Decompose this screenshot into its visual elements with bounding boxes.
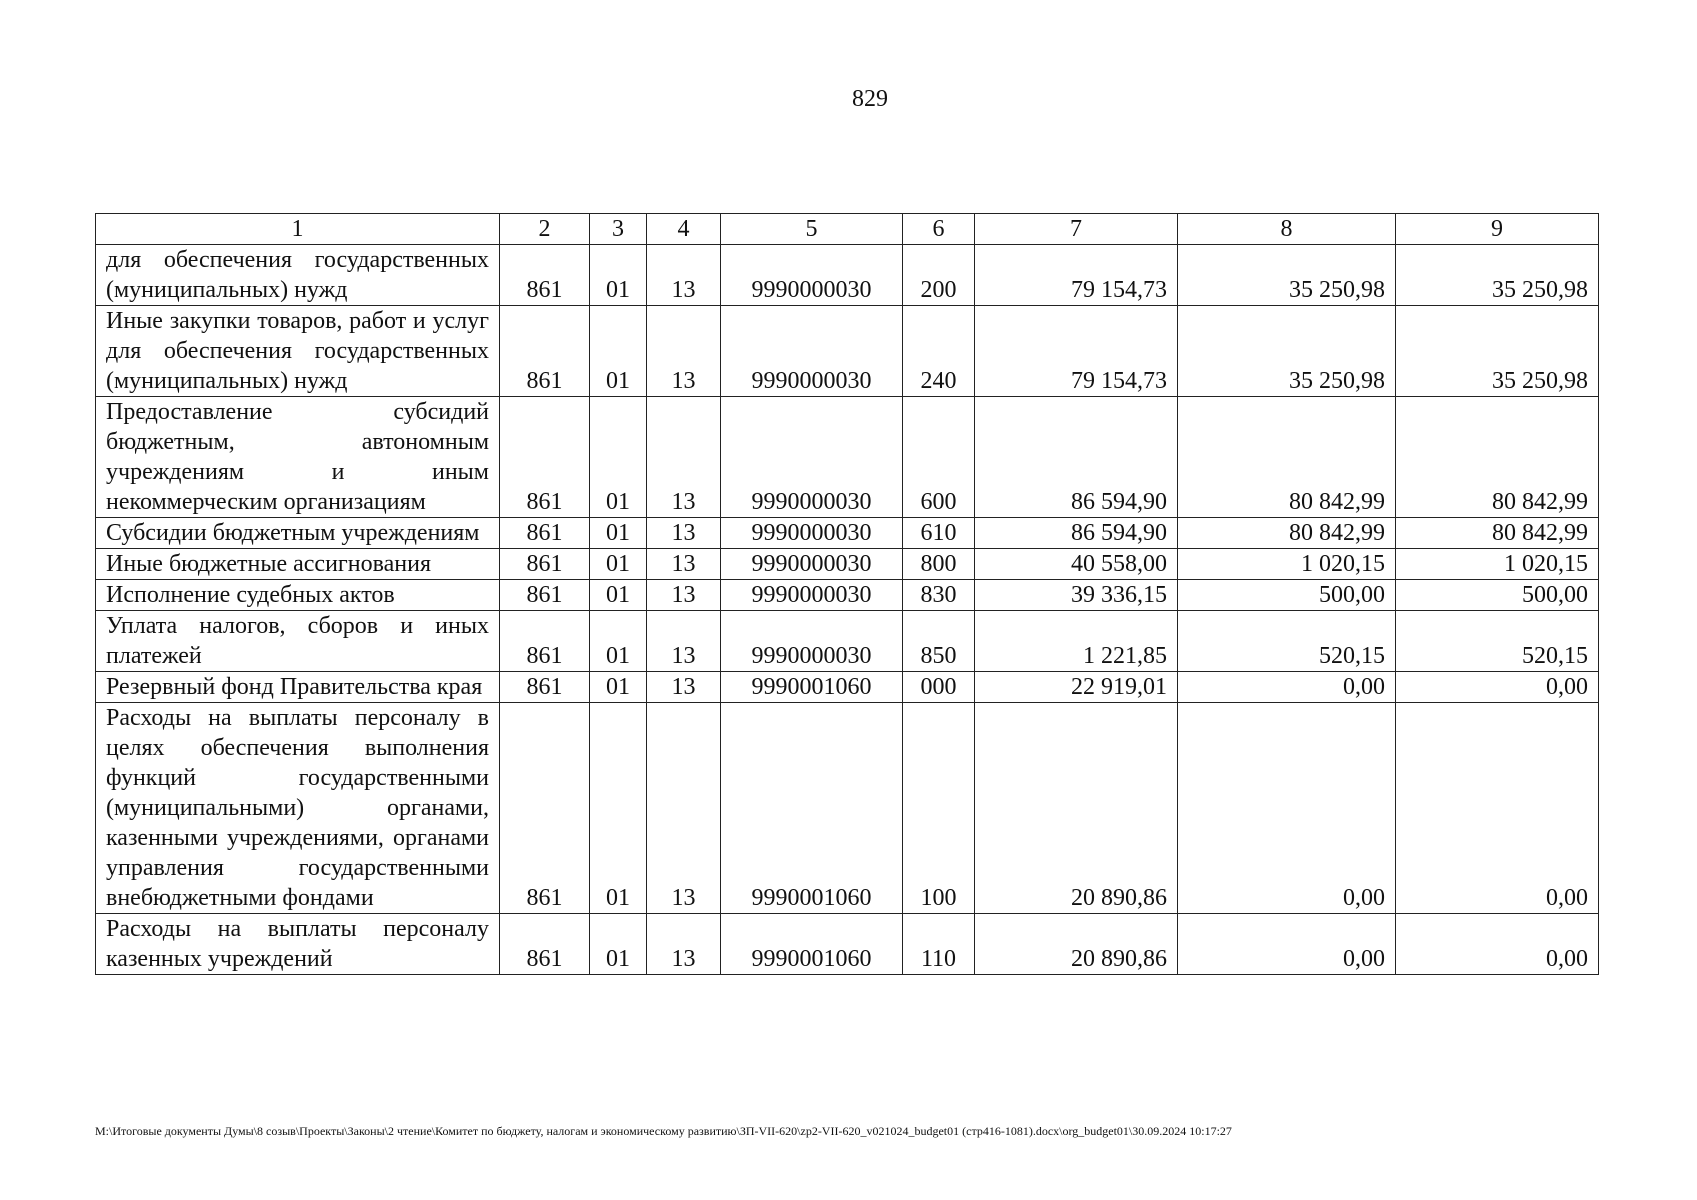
cell-amount: 86 594,90: [975, 397, 1178, 518]
cell-amount: 79 154,73: [975, 245, 1178, 306]
cell-amount: 80 842,99: [1396, 518, 1599, 549]
cell-expense-type: 830: [903, 580, 975, 611]
cell-section: 01: [590, 518, 647, 549]
cell-ministry-code: 861: [500, 703, 590, 914]
table-row: [96, 672, 1599, 703]
column-header: 9: [1396, 214, 1599, 245]
cell-section: 01: [590, 672, 647, 703]
column-header: 7: [975, 214, 1178, 245]
cell-subsection: 13: [647, 703, 721, 914]
cell-target-article: 9990001060: [721, 672, 903, 703]
cell-subsection: 13: [647, 397, 721, 518]
cell-amount: 79 154,73: [975, 306, 1178, 397]
cell-subsection: 13: [647, 549, 721, 580]
cell-target-article: 9990000030: [721, 518, 903, 549]
cell-subsection: 13: [647, 672, 721, 703]
cell-amount: 520,15: [1178, 611, 1396, 672]
cell-subsection: 13: [647, 306, 721, 397]
cell-expense-type: 000: [903, 672, 975, 703]
cell-target-article: 9990000030: [721, 306, 903, 397]
cell-amount: 35 250,98: [1396, 306, 1599, 397]
cell-ministry-code: 861: [500, 914, 590, 975]
cell-amount: 0,00: [1178, 672, 1396, 703]
row-description: Расходы на выплаты персоналу казенных учреждений: [96, 914, 500, 975]
cell-subsection: 13: [647, 245, 721, 306]
row-description: Субсидии бюджетным учреждениям: [96, 518, 500, 549]
column-header: 6: [903, 214, 975, 245]
cell-ministry-code: 861: [500, 245, 590, 306]
cell-ministry-code: 861: [500, 672, 590, 703]
cell-amount: 0,00: [1396, 703, 1599, 914]
table-row: [96, 914, 1599, 975]
cell-amount: 35 250,98: [1178, 306, 1396, 397]
table-header-row: [96, 214, 1599, 245]
cell-ministry-code: 861: [500, 549, 590, 580]
cell-target-article: 9990000030: [721, 245, 903, 306]
cell-amount: 80 842,99: [1178, 518, 1396, 549]
cell-section: 01: [590, 611, 647, 672]
column-header: 5: [721, 214, 903, 245]
cell-amount: 500,00: [1396, 580, 1599, 611]
cell-section: 01: [590, 580, 647, 611]
document-file-path: M:\Итоговые документы Думы\8 созыв\Проекты\Законы\2 чтение\Комитет по бюджету, налогам и экономическому развитию\ЗП-VII-620\zp2-VII-620_v021024_budget01 (стр416-1081).docx\org_budget01\30.09.2024 10:17:27: [95, 1124, 1232, 1138]
row-description: для обеспечения государственных (муниципальных) нужд: [96, 245, 500, 306]
row-description: Предоставление субсидий бюджетным, автономным учреждениям и иным некоммерческим организациям: [96, 397, 500, 518]
cell-amount: 0,00: [1178, 703, 1396, 914]
cell-target-article: 9990001060: [721, 703, 903, 914]
cell-amount: 22 919,01: [975, 672, 1178, 703]
cell-amount: 35 250,98: [1178, 245, 1396, 306]
table-row: [96, 518, 1599, 549]
cell-ministry-code: 861: [500, 611, 590, 672]
table-row: [96, 611, 1599, 672]
budget-table: [95, 213, 1599, 975]
cell-amount: 35 250,98: [1396, 245, 1599, 306]
cell-amount: 1 221,85: [975, 611, 1178, 672]
cell-expense-type: 100: [903, 703, 975, 914]
column-header: 8: [1178, 214, 1396, 245]
cell-section: 01: [590, 703, 647, 914]
cell-subsection: 13: [647, 914, 721, 975]
column-header: 1: [96, 214, 500, 245]
table-row: [96, 245, 1599, 306]
cell-amount: 1 020,15: [1178, 549, 1396, 580]
cell-expense-type: 110: [903, 914, 975, 975]
cell-subsection: 13: [647, 611, 721, 672]
column-header: 2: [500, 214, 590, 245]
cell-section: 01: [590, 549, 647, 580]
column-header: 3: [590, 214, 647, 245]
cell-amount: 0,00: [1396, 914, 1599, 975]
cell-subsection: 13: [647, 580, 721, 611]
cell-target-article: 9990001060: [721, 914, 903, 975]
cell-target-article: 9990000030: [721, 549, 903, 580]
cell-section: 01: [590, 306, 647, 397]
cell-amount: 20 890,86: [975, 914, 1178, 975]
cell-amount: 0,00: [1178, 914, 1396, 975]
cell-amount: 20 890,86: [975, 703, 1178, 914]
cell-amount: 86 594,90: [975, 518, 1178, 549]
cell-amount: 520,15: [1396, 611, 1599, 672]
cell-ministry-code: 861: [500, 397, 590, 518]
cell-expense-type: 850: [903, 611, 975, 672]
cell-amount: 0,00: [1396, 672, 1599, 703]
cell-expense-type: 800: [903, 549, 975, 580]
cell-target-article: 9990000030: [721, 397, 903, 518]
cell-section: 01: [590, 914, 647, 975]
cell-subsection: 13: [647, 518, 721, 549]
cell-ministry-code: 861: [500, 580, 590, 611]
row-description: Иные бюджетные ассигнования: [96, 549, 500, 580]
cell-expense-type: 200: [903, 245, 975, 306]
cell-amount: 39 336,15: [975, 580, 1178, 611]
cell-amount: 500,00: [1178, 580, 1396, 611]
cell-target-article: 9990000030: [721, 580, 903, 611]
cell-amount: 1 020,15: [1396, 549, 1599, 580]
cell-amount: 80 842,99: [1396, 397, 1599, 518]
cell-ministry-code: 861: [500, 518, 590, 549]
table-row: [96, 306, 1599, 397]
table-row: [96, 397, 1599, 518]
row-description: Расходы на выплаты персоналу в целях обеспечения выполнения функций государственными (муниципальными) органами, казенными учреждениями, органами управления государственными внебюджетными фондами: [96, 703, 500, 914]
row-description: Резервный фонд Правительства края: [96, 672, 500, 703]
cell-section: 01: [590, 245, 647, 306]
cell-expense-type: 610: [903, 518, 975, 549]
column-header: 4: [647, 214, 721, 245]
cell-target-article: 9990000030: [721, 611, 903, 672]
page-number: 829: [852, 86, 888, 112]
cell-expense-type: 600: [903, 397, 975, 518]
row-description: Иные закупки товаров, работ и услуг для обеспечения государственных (муниципальных) нужд: [96, 306, 500, 397]
row-description: Исполнение судебных актов: [96, 580, 500, 611]
cell-amount: 40 558,00: [975, 549, 1178, 580]
table-row: [96, 580, 1599, 611]
row-description: Уплата налогов, сборов и иных платежей: [96, 611, 500, 672]
cell-expense-type: 240: [903, 306, 975, 397]
table-row: [96, 549, 1599, 580]
table-row: [96, 703, 1599, 914]
cell-ministry-code: 861: [500, 306, 590, 397]
cell-amount: 80 842,99: [1178, 397, 1396, 518]
cell-section: 01: [590, 397, 647, 518]
